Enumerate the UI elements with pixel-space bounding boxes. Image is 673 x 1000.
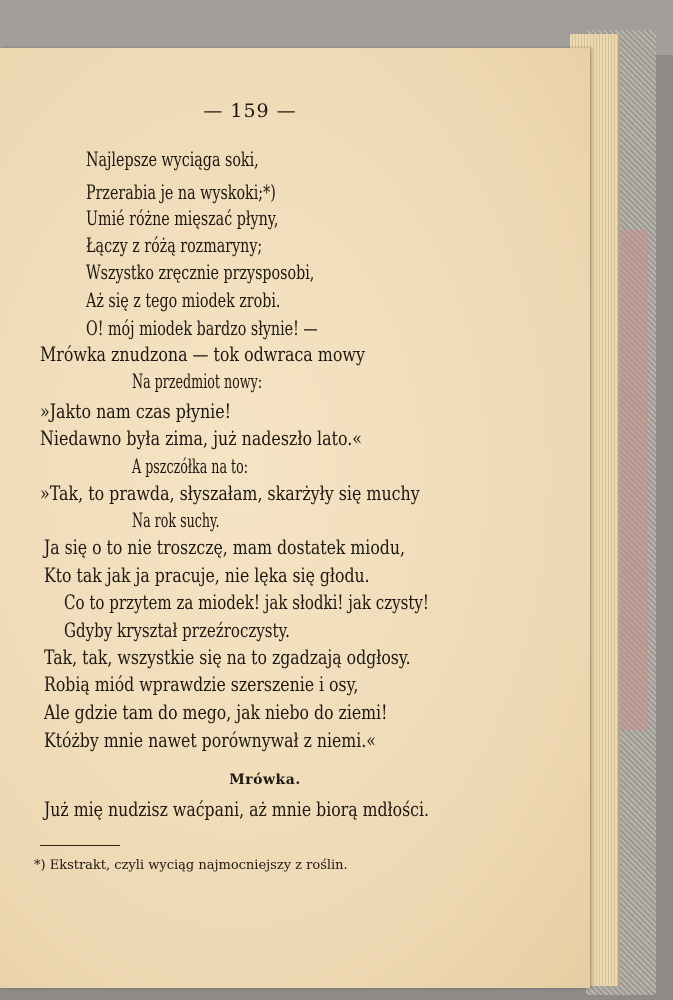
verse-line: Wszystko zręcznie przysposobi,	[86, 260, 315, 284]
verse-line: »Jakto nam czas płynie!	[40, 399, 232, 423]
verse-line: Łączy z różą rozmaryny;	[86, 233, 263, 257]
page-number: — 159 —	[203, 100, 297, 122]
verse-line: Mrówka znudzona — tok odwraca mowy	[40, 342, 365, 366]
verse-line: Już mię nudzisz waćpani, aż mnie biorą mdłości.	[44, 797, 430, 821]
speaker-heading: Mrówka.	[229, 772, 301, 788]
footnote-rule	[40, 845, 120, 846]
footnote: *) Ekstrakt, czyli wyciąg najmocniejszy z roślin.	[34, 858, 348, 873]
verse-line: Najlepsze wyciąga soki,	[86, 147, 259, 171]
verse-line: Aż się z tego miodek zrobi.	[86, 288, 281, 312]
verse-line: Robią miód wprawdzie szerszenie i osy,	[44, 672, 359, 696]
verse-line: Co to przytem za miodek! jak słodki! jak czysty!	[64, 590, 429, 614]
verse-line: A pszczółka na to:	[132, 454, 249, 478]
verse-line: Tak, tak, wszystkie się na to zgadzają odgłosy.	[44, 645, 411, 669]
verse-line: Umié różne mięszać płyny,	[86, 206, 279, 230]
verse-line: Na rok suchy.	[132, 508, 220, 532]
verse-line: Ja się o to nie troszczę, mam dostatek miodu,	[44, 535, 405, 559]
verse-line: Któżby mnie nawet porównywał z niemi.«	[44, 728, 376, 752]
verse-line: Gdyby kryształ przeźroczysty.	[64, 618, 290, 642]
verse-line: Przerabia je na wyskoki;*)	[86, 180, 276, 204]
verse-line: O! mój miodek bardzo słynie! —	[86, 316, 318, 340]
verse-line: »Tak, to prawda, słyszałam, skarżyły się muchy	[40, 481, 420, 505]
verse-line: Na przedmiot nowy:	[132, 369, 263, 393]
verse-line: Niedawno była zima, już nadeszło lato.«	[40, 426, 362, 450]
cover-stain	[620, 230, 648, 730]
verse-line: Ale gdzie tam do mego, jak niebo do ziemi!	[44, 700, 388, 724]
verse-line: Kto tak jak ja pracuje, nie lęka się głodu.	[44, 563, 370, 587]
book-page	[0, 48, 590, 988]
